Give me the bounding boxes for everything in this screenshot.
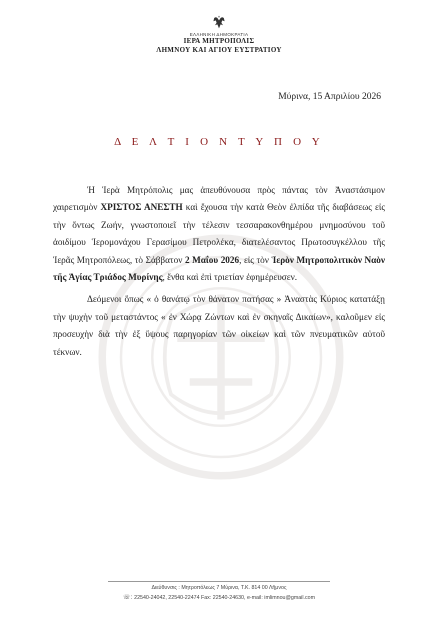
text-segment: , εἰς τὸν <box>239 254 272 265</box>
phone-icon: ☏: <box>122 595 133 601</box>
text-segment: Ἡ Ἱερὰ Μητρόπολις μας ἀπευθύνουσα πρὸς πάντας τὸν Ἀναστάσιμον χαιρετισμὸν <box>53 185 385 213</box>
event-date: 2 Μαΐου 2026 <box>184 254 240 265</box>
paragraph-1 <box>53 182 385 286</box>
metropolis-name: ΙΕΡΑ ΜΗΤΡΟΠΟΛΙΣ <box>183 37 255 45</box>
footer-contacts-text: 22540-24042, 22540-22474 Fax: 22540-24630, e-mail: imlimnou@gmail.com <box>134 595 316 601</box>
footer-divider <box>108 581 330 582</box>
church-name: Ἱερὸν Μητροπολιτικὸν Ναὸν τῆς Ἁγίας Τριάδος Μυρίνης <box>53 254 385 283</box>
footer-address: Διεύθυνσις : Μητροπόλεως 7 Μύρινα, Τ.Κ. 814 00 Λῆμνος <box>151 585 287 591</box>
text-segment: καὶ ἔχουσα τὴν κατὰ Θεὸν ἐλπίδα τῆς διαβάσεως εἰς τὴν ὄντως Ζωήν, γνωστοποιεῖ τὴν τέλεσιν τεσσαρακονθημέρου μνημοσύνου τοῦ ἀοιδίμου Ἱερομονάχου Γερασίμου Πετρολέκα, διατελέσαντος Πρωτοσυγκέλλου τῆς Ἱερᾶς Μητροπόλεως, τὸ Σάββατον <box>53 202 385 265</box>
text-segment: , ἔνθα καὶ ἐπὶ τριετίαν ἐφημέρευσεν. <box>162 272 298 283</box>
footer-contacts <box>0 594 438 601</box>
easter-greeting: ΧΡΙΣΤΟΣ ΑΝΕΣΤΗ <box>100 202 183 213</box>
paragraph-2: Δεόμενοι ὅπως « ὁ θανάτῳ τὸν θάνατον πατήσας » Ἀναστὰς Κύριος κατατάξῃ τὴν ψυχὴν τοῦ μεταστάντος « ἐν Χώρᾳ Ζώντων καὶ ἐν σκηναῖς Δικαίων», καλοῦμεν εἰς προσευχὴν διὰ τὴν ἐξ ὕψους παρηγορίαν τῶν οἰκείων καὶ τῶν πνευματικῶν αὐτοῦ τέκνων. <box>53 294 385 357</box>
press-release-body <box>53 182 385 361</box>
double-headed-eagle-icon <box>211 14 227 30</box>
republic-label: ΕΛΛΗΝΙΚΗ ΔΗΜΟΚΡΑΤΙΑ <box>189 32 249 37</box>
document-title: Δ Ε Λ Τ Ι Ο Ν Τ Υ Π Ο Υ <box>114 136 324 148</box>
letterhead <box>0 14 438 55</box>
region-name: ΛΗΜΝΟΥ ΚΑΙ ΑΓΙΟΥ ΕΥΣΤΡΑΤΙΟΥ <box>156 46 282 54</box>
date-line: Μύρινα, 15 Απριλίου 2026 <box>278 92 381 102</box>
